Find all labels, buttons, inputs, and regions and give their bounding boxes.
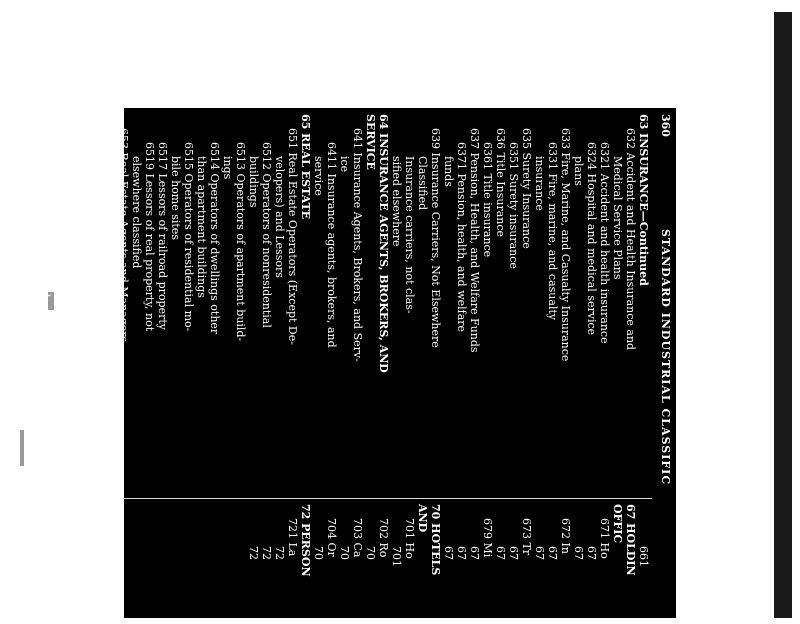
left_column-line: 655 Subdividers and Developers: [52, 128, 65, 310]
right_column-line: 67: [455, 546, 468, 560]
left_column-line: velopers) and Lessors: [273, 156, 286, 278]
left_column-line: 6361 Title insurance: [481, 142, 494, 258]
right_column-line: 67: [546, 546, 559, 560]
right_column-line: 701: [390, 546, 403, 567]
scanner-edge-shadow: [774, 12, 792, 618]
running-title: STANDARD INDUSTRIAL CLASSIFIC: [659, 229, 672, 486]
left_column-line: ice: [338, 156, 351, 173]
page-number: 360: [659, 114, 672, 137]
left_column-line: 651 Real Estate Operators (Except De-: [286, 128, 299, 345]
right_column-line: 70: [364, 546, 377, 560]
right_column-line: 70 HOTELS: [429, 504, 442, 576]
right_column-line: 67: [533, 546, 546, 560]
left_column-line: 6541 Title abstract offices: [65, 142, 78, 289]
left_column-line: 6517 Lessors of railroad property: [156, 142, 169, 331]
left_column-line: funds: [442, 156, 455, 187]
left_column-line: than apartment buildings: [195, 156, 208, 298]
right_column-line: 661: [637, 546, 650, 567]
left_column-line: 6552 Subdividers and developers,: [39, 142, 52, 332]
right_column-line: AND: [416, 504, 429, 533]
right_column-line: 67: [585, 546, 598, 560]
left_column-line: 654 Title Abstract Offices: [78, 128, 91, 271]
left_column-line: service: [312, 156, 325, 196]
left_column-line: ings: [221, 156, 234, 180]
right_column-line: 671 Ho: [598, 518, 611, 559]
right_column-line: 72: [260, 546, 273, 560]
left_column-line: 641 Insurance Agents, Brokers, and Serv-: [351, 128, 364, 362]
left_column-line: 6331 Fire, marine, and casualty: [546, 142, 559, 321]
left_column-line: 6411 Insurance agents, brokers, and: [325, 142, 338, 348]
left_column-line: agers: [91, 156, 104, 188]
left_column-line: 6351 Surety insurance: [507, 142, 520, 269]
right_column-line: OFFIC: [611, 504, 624, 544]
left_column-line: buildings: [247, 156, 260, 208]
left_column-line: 63 INSURANCE—Continued: [637, 114, 650, 286]
left_column-line: bile home sites: [169, 156, 182, 240]
left_column-line: 632 Accident and Health Insurance and: [624, 128, 637, 351]
left_column-line: 6519 Lessors of real property, not: [143, 142, 156, 332]
right_column-line: 703 Ca: [351, 518, 364, 558]
rotated-page-content: [0, 108, 676, 618]
right_column-line: 704 Or: [325, 518, 338, 557]
right_column-line: 67: [494, 546, 507, 560]
left_column-line: plans: [572, 156, 585, 186]
left_column-line: 6512 Operators of nonresidential: [260, 142, 273, 328]
right_column-line: 679 Mi: [481, 518, 494, 558]
right_column-line: 721 La: [286, 518, 299, 557]
right_column-line: 67: [507, 546, 520, 560]
left_column-line: 633 Fire, Marine, and Casualty Insurance: [559, 128, 572, 362]
right-column: [247, 504, 650, 624]
left_column-line: elsewhere classified: [130, 156, 143, 269]
running-head: [658, 114, 672, 614]
left_column-line: 636 Title Insurance: [494, 128, 507, 238]
left_column-line: 637 Pension, Health, and Welfare Funds: [468, 128, 481, 353]
right_column-line: 72 PERSON: [299, 504, 312, 577]
right_column-line: 72: [247, 546, 260, 560]
left_column-line: 6513 Operators of apartment build-: [234, 142, 247, 342]
right_column-line: 70: [312, 546, 325, 560]
right_column-line: 67: [468, 546, 481, 560]
left_column-line: 635 Surety Insurance: [520, 128, 533, 249]
left_column-line: 6321 Accident and health insurance: [598, 142, 611, 344]
left_column-line: 65 REAL ESTATE: [299, 114, 312, 220]
left-column: [0, 114, 650, 499]
left_column-line: 64 INSURANCE AGENTS, BROKERS, AND: [377, 114, 390, 373]
left_column-line: sified elsewhere: [390, 156, 403, 247]
right_column-line: 67 HOLDIN: [624, 504, 637, 576]
left_column-line: Classified: [416, 156, 429, 211]
scanned-page: [0, 108, 676, 618]
scan-header-note: [130, 34, 450, 56]
left_column-line: 653 Real Estate Agents and Managers: [117, 128, 130, 343]
right_column-line: 67: [442, 546, 455, 560]
right_column-line: 672 In: [559, 518, 572, 554]
left_column-line: Insurance carriers, not clas-: [403, 156, 416, 314]
right_column-line: 70: [338, 546, 351, 560]
left_column-line: insurance: [533, 156, 546, 211]
left_column-line: 6531 Real estate agents and man-: [104, 142, 117, 333]
left_column-line: 6324 Hospital and medical service: [585, 142, 598, 336]
right_column-line: 72: [273, 546, 286, 560]
right_column-line: 702 Ro: [377, 518, 390, 558]
left_column-line: developers: [0, 156, 13, 217]
right_column-line: 67: [572, 546, 585, 560]
left_column-line: 639 Insurance Carriers, Not Elsewhere: [429, 128, 442, 348]
right_column-line: 673 Tr: [520, 518, 533, 556]
left_column-line: 6371 Pension, health, and welfare: [455, 142, 468, 333]
left_column-line: 6553 Cemetery subdividers and: [13, 142, 26, 320]
left_column-line: except cemeteries: [26, 156, 39, 258]
left_column-line: Medical Service Plans: [611, 156, 624, 280]
left_column-line: 6514 Operators of dwellings other: [208, 142, 221, 335]
right_column-line: 701 Ho: [403, 518, 416, 559]
left_column-line: 6515 Operators of residential mo-: [182, 142, 195, 332]
left_column-line: SERVICE: [364, 114, 377, 170]
